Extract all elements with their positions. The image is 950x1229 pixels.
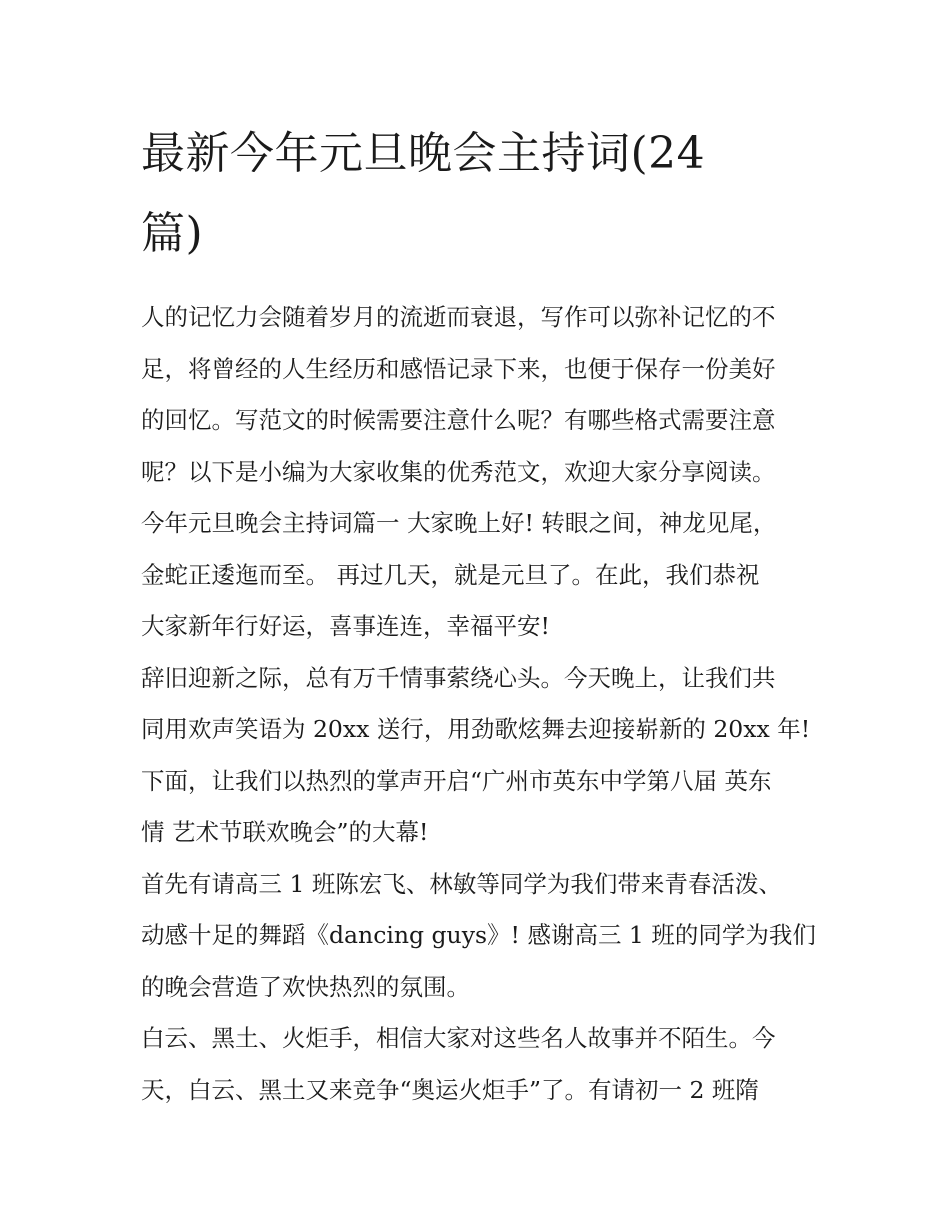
- paragraph-dance: [141, 859, 821, 1014]
- text-line: 天，白云、黑土又来竞争“奥运火炬手”了。有请初一 2 班隋: [141, 1075, 759, 1104]
- text-line: 金蛇正逶迤而至。 再过几天，就是元旦了。在此，我们恭祝: [141, 560, 760, 589]
- text-line: 辞旧迎新之际，总有万千情事萦绕心头。今天晚上，让我们共: [141, 663, 776, 692]
- paragraph-list: [141, 292, 821, 1116]
- text-line: 动感十足的舞蹈《dancing guys》! 感谢高三 1 班的同学为我们: [141, 921, 816, 949]
- text-line: 呢？以下是小编为大家收集的优秀范文，欢迎大家分享阅读。: [141, 457, 776, 486]
- text-line: 足，将曾经的人生经历和感悟记录下来，也便于保存一份美好: [141, 354, 776, 383]
- text-line: 同用欢声笑语为 20xx 送行，用劲歌炫舞去迎接崭新的 20xx 年!: [141, 715, 811, 743]
- text-line: 今年元旦晚会主持词篇一 大家晚上好! 转眼之间，神龙见尾，: [141, 509, 777, 537]
- paragraph-opening: [141, 653, 821, 859]
- text-line: 情 艺术节联欢晚会”的大幕!: [141, 818, 429, 846]
- text-line: 的回忆。写范文的时候需要注意什么呢？有哪些格式需要注意: [141, 406, 776, 434]
- text-line: 白云、黑土、火炬手，相信大家对这些名人故事并不陌生。今: [141, 1024, 776, 1052]
- document-title: [141, 114, 781, 274]
- text-line: 大家新年行好运，喜事连连，幸福平安!: [141, 612, 550, 640]
- text-line: 人的记忆力会随着岁月的流逝而衰退，写作可以弥补记忆的不: [141, 303, 776, 331]
- paragraph-greeting: [141, 498, 821, 653]
- title-line-1: 最新今年元旦晚会主持词(24: [141, 128, 706, 179]
- title-line-2: 篇): [141, 208, 204, 259]
- document-body: [141, 114, 821, 1116]
- text-line: 的晚会营造了欢快热烈的氛围。: [141, 972, 470, 1001]
- paragraph-sketch: [141, 1013, 821, 1116]
- paragraph-intro: [141, 292, 821, 498]
- text-line: 下面，让我们以热烈的掌声开启“广州市英东中学第八届 英东: [141, 766, 772, 795]
- text-line: 首先有请高三 1 班陈宏飞、林敏等同学为我们带来青春活泼、: [141, 869, 782, 898]
